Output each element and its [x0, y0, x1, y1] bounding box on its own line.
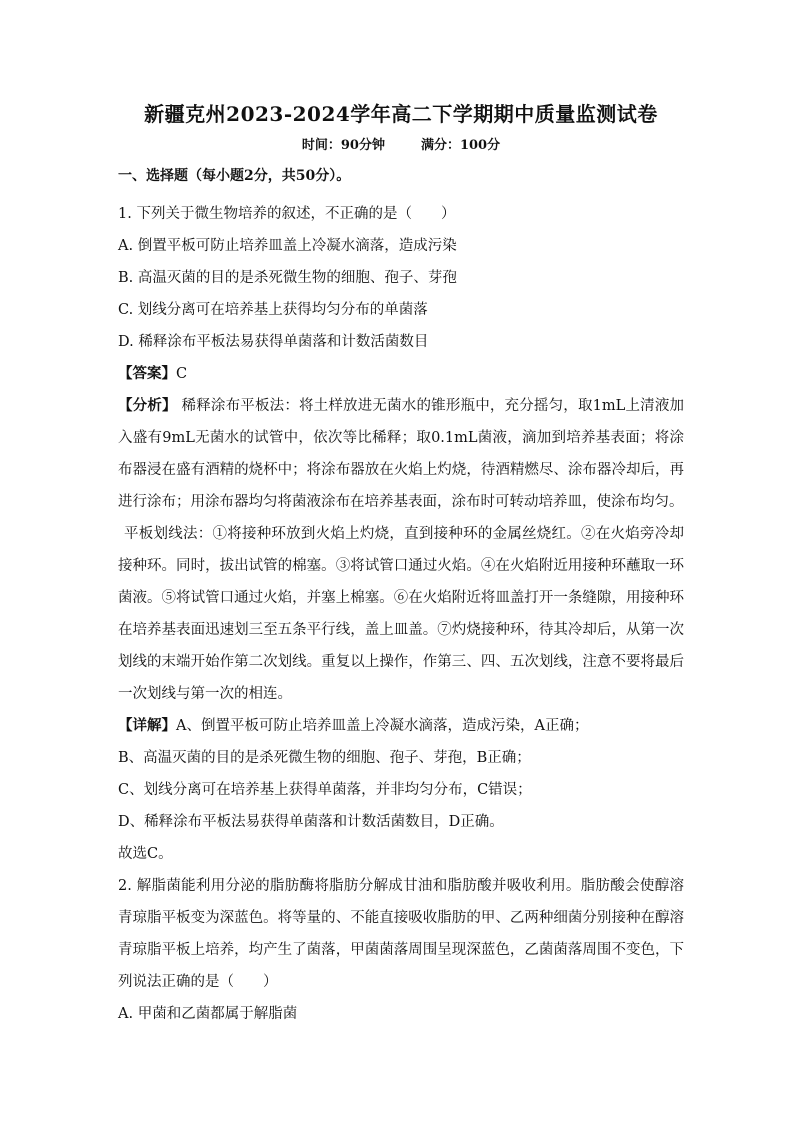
- section-heading: 一、选择题（每小题2分，共50分）。: [118, 168, 351, 184]
- question-1: [118, 198, 684, 870]
- option-b: B. 高温灭菌的目的是杀死微生物的细胞、孢子、芽孢: [118, 270, 457, 286]
- answer-line: [118, 358, 684, 390]
- question-stem: 2. 解脂菌能利用分泌的脂肪酶将脂肪分解成甘油和脂肪酸并吸收利用。脂肪酸会使醇溶青琼脂平板变为深蓝色。将等量的、不能直接吸收脂肪的甲、乙两种细菌分别接种在醇溶青琼脂平板上培养，均产生了菌落，甲菌菌落周围呈现深蓝色，乙菌菌落周围不变色，下列说法正确的是（ ）: [118, 878, 684, 990]
- detail-line-c: C、划线分离可在培养基上获得单菌落，并非均匀分布，C错误；: [118, 782, 532, 798]
- answer-tag: 【答案】: [118, 365, 176, 382]
- conclusion-line: 故选C。: [118, 846, 173, 862]
- detail-line-d: D、稀释涂布平板法易获得单菌落和计数活菌数目，D正确。: [118, 814, 504, 830]
- detail-tag: 【详解】: [118, 717, 176, 734]
- detail-line-b: B、高温灭菌的目的是杀死微生物的细胞、孢子、芽孢，B正确；: [118, 750, 531, 766]
- exam-meta: [118, 136, 684, 156]
- analysis-paragraph-1: [118, 390, 684, 518]
- analysis-paragraph-2: 平板划线法：①将接种环放到火焰上灼烧，直到接种环的金属丝烧红。②在火焰旁冷却接种环。同时，拔出试管的棉塞。③将试管口通过火焰。④在火焰附近用接种环蘸取一环菌液。⑤将试管口通过火焰，并塞上棉塞。⑥在火焰附近将皿盖打开一条缝隙，用接种环在培养基表面迅速划三至五条平行线，盖上皿盖。⑦灼烧接种环，待其冷却后，从第一次划线的末端开始作第二次划线。重复以上操作，作第三、四、五次划线，注意不要将最后一次划线与第一次的相连。: [118, 526, 684, 702]
- exam-score: 满分：100分: [420, 138, 501, 153]
- option-d: D. 稀释涂布平板法易获得单菌落和计数活菌数目: [118, 334, 429, 350]
- question-stem: 1. 下列关于微生物培养的叙述，不正确的是（ ）: [118, 206, 456, 222]
- detail-a-text: A、倒置平板可防止培养皿盖上冷凝水滴落，造成污染，A正确；: [176, 718, 589, 734]
- document-title: 新疆克州2023-2024学年高二下学期期中质量监测试卷: [144, 102, 658, 126]
- exam-time: 时间：90分钟: [301, 138, 385, 153]
- option-a: A. 倒置平板可防止培养皿盖上冷凝水滴落，造成污染: [118, 238, 457, 254]
- analysis-tag: 【分析】: [118, 397, 177, 414]
- option-c: C. 划线分离可在培养基上获得均匀分布的单菌落: [118, 302, 428, 318]
- option-a: A. 甲菌和乙菌都属于解脂菌: [118, 1006, 298, 1022]
- answer-value: C: [176, 366, 188, 382]
- question-2: [118, 870, 684, 1030]
- detail-line-a: [118, 710, 684, 742]
- analysis-text-1: 稀释涂布平板法：将土样放进无菌水的锥形瓶中，充分摇匀，取1mL上清液加入盛有9mL无菌水的试管中，依次等比稀释；取0.1mL菌液，滴加到培养基表面；将涂布器浸在盛有酒精的烧杯中；将涂布器放在火焰上灼烧，待酒精燃尽、涂布器冷却后，再进行涂布；用涂布器均匀将菌液涂布在培养基表面，涂布时可转动培养皿，使涂布均匀。: [118, 398, 684, 510]
